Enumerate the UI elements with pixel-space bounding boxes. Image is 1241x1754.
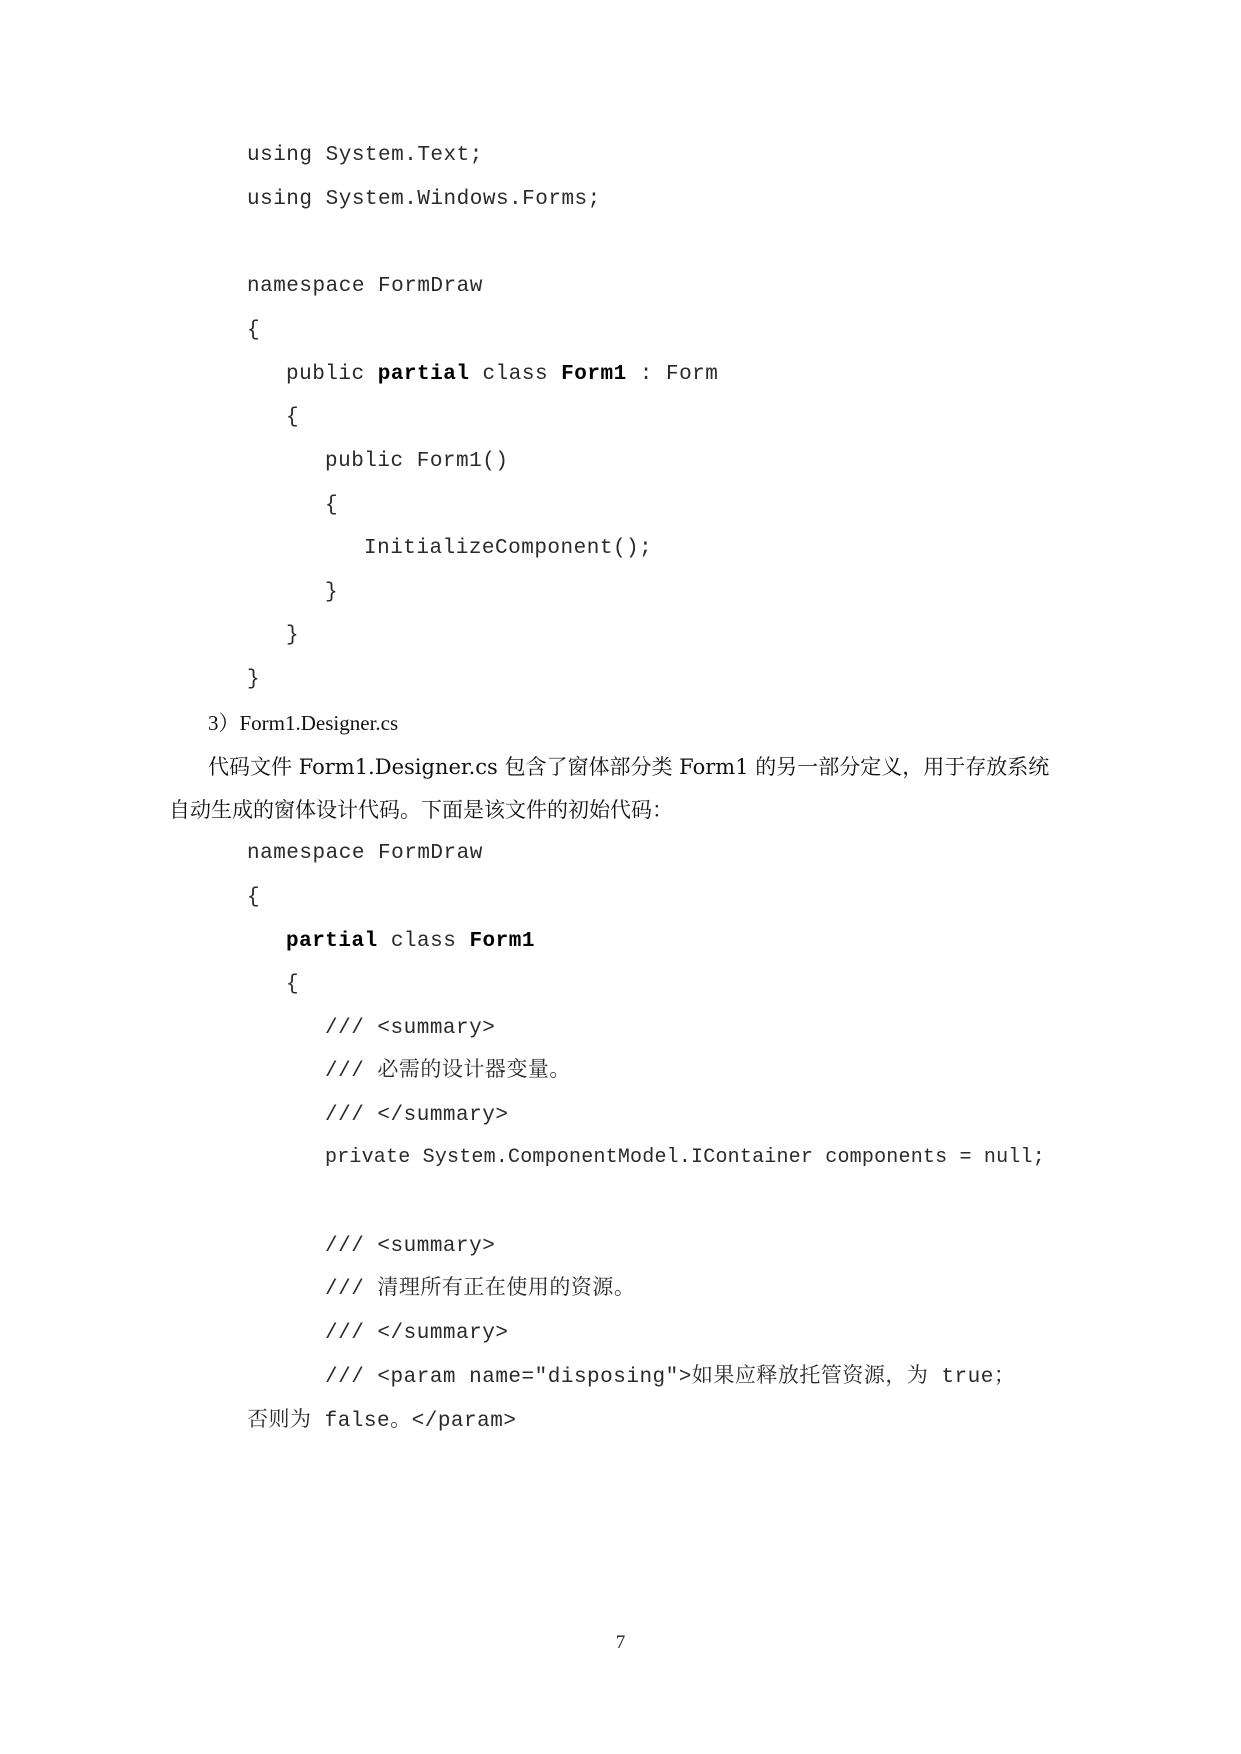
keyword-partial: partial bbox=[377, 363, 470, 386]
paragraph-line-2: 自动生成的窗体设计代码。下面是该文件的初始代码： bbox=[169, 798, 673, 822]
code-line-ns-open: { bbox=[247, 319, 261, 342]
code-line-namespace-2: namespace FormDraw bbox=[247, 842, 483, 865]
code-line-ctor-open: { bbox=[325, 494, 339, 517]
keyword-class: class bbox=[377, 930, 470, 953]
code-line-class-decl bbox=[286, 364, 718, 385]
code-line-using-text: using System.Text; bbox=[247, 144, 483, 167]
section-heading: 3）Form1.Designer.cs bbox=[208, 711, 399, 735]
code-comment-text-1: /// 必需的设计器变量。 bbox=[325, 1060, 571, 1083]
keyword-public: public bbox=[286, 363, 378, 386]
code-line-class-close: } bbox=[286, 624, 300, 647]
code-comment-summary-open-1: /// <summary> bbox=[325, 1017, 496, 1040]
code-line-using-forms: using System.Windows.Forms; bbox=[247, 188, 601, 211]
code-comment-param: /// <param name="disposing">如果应释放托管资源，为 true； bbox=[325, 1366, 1016, 1389]
keyword-class: class bbox=[469, 363, 562, 386]
page-number: 7 bbox=[615, 1632, 626, 1653]
code-line-class-open-2: { bbox=[286, 973, 300, 996]
code-comment-summary-close-1: /// </summary> bbox=[325, 1104, 509, 1127]
code-line-namespace: namespace FormDraw bbox=[247, 275, 483, 298]
code-line-ctor-decl: public Form1() bbox=[325, 450, 509, 473]
code-comment-summary-close-2: /// </summary> bbox=[325, 1322, 509, 1345]
code-line-field-decl: private System.ComponentModel.IContainer components = null; bbox=[325, 1146, 1045, 1169]
paragraph-line-1: 代码文件 Form1.Designer.cs 包含了窗体部分类 Form1 的另一部分定义，用于存放系统 bbox=[208, 755, 1050, 779]
class-base: : Form bbox=[626, 363, 719, 386]
code-comment-param-continuation: 否则为 false。</param> bbox=[247, 1410, 517, 1433]
class-name: Form1 bbox=[561, 363, 627, 386]
code-line-ctor-close: } bbox=[325, 581, 339, 604]
code-line-ns-open-2: { bbox=[247, 886, 261, 909]
code-comment-text-2: /// 清理所有正在使用的资源。 bbox=[325, 1278, 636, 1301]
code-line-class-open: { bbox=[286, 406, 300, 429]
code-line-ns-close: } bbox=[247, 668, 261, 691]
code-line-ctor-body: InitializeComponent(); bbox=[364, 537, 653, 560]
class-name: Form1 bbox=[469, 930, 535, 953]
code-line-class-decl-2 bbox=[286, 931, 535, 952]
keyword-partial: partial bbox=[286, 930, 378, 953]
code-comment-summary-open-2: /// <summary> bbox=[325, 1235, 496, 1258]
